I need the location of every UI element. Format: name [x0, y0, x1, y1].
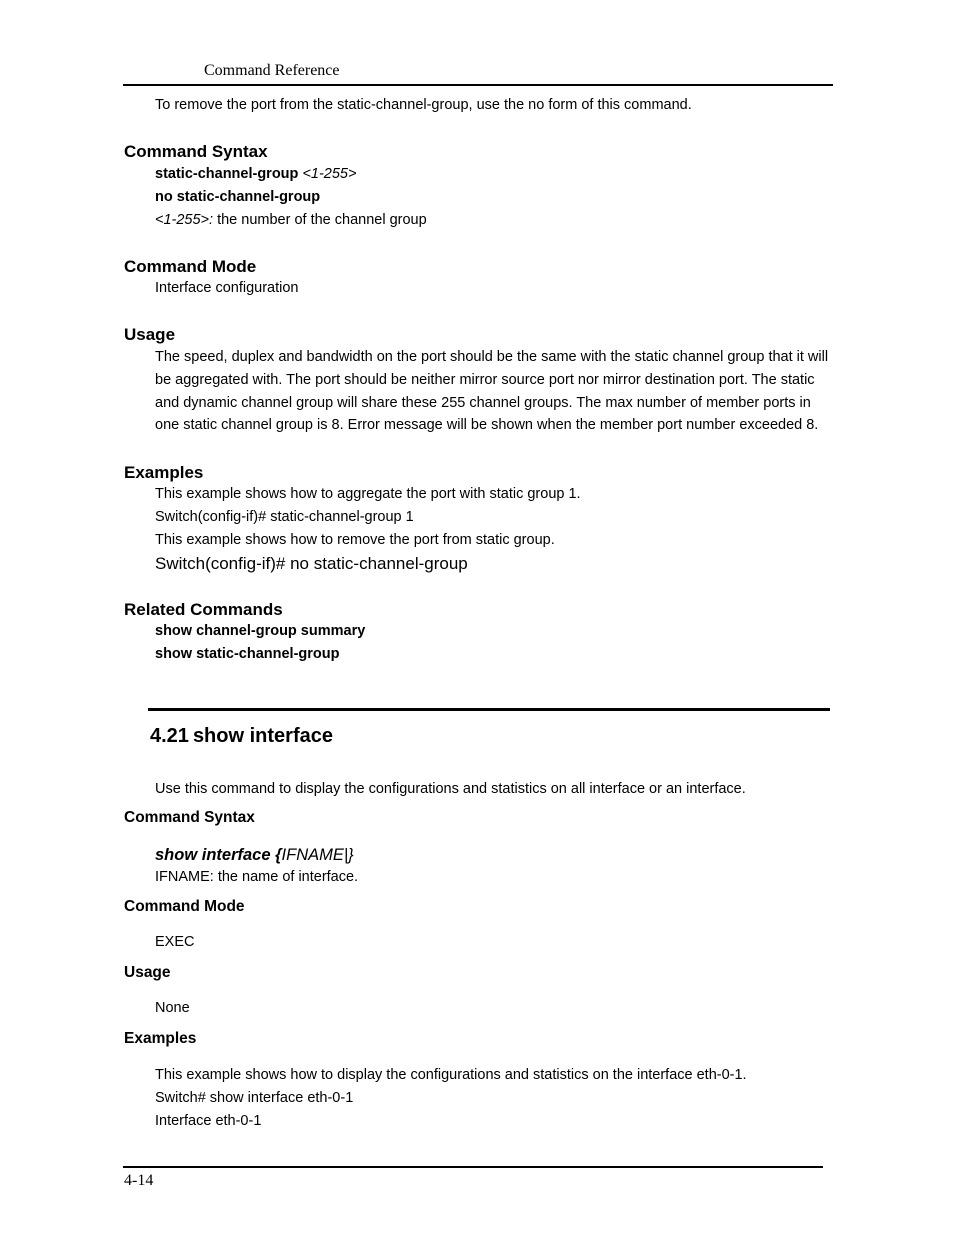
example-line: Switch(config-if)# static-channel-group 1 — [155, 509, 414, 525]
usage-text: None — [155, 1000, 190, 1016]
syntax-line-1 — [155, 166, 356, 182]
running-header: Command Reference — [204, 62, 340, 79]
syntax-argument: IFNAME — [281, 846, 344, 864]
header-rule — [123, 84, 833, 86]
syntax-argument: <1-255> — [302, 166, 357, 182]
example-line: Switch# show interface eth-0-1 — [155, 1090, 354, 1106]
section-heading-usage: Usage — [124, 325, 176, 344]
example-line: This example shows how to display the configurations and statistics on the interface eth-0-1. — [155, 1067, 747, 1083]
section-heading-command-mode: Command Mode — [124, 898, 245, 915]
usage-line: be aggregated with. The port should be neither mirror source port nor mirror destination port. The static — [155, 372, 815, 388]
section-rule — [148, 708, 830, 711]
usage-line: The speed, duplex and bandwidth on the port should be the same with the static channel group that it will — [155, 349, 829, 365]
syntax-param-desc — [155, 212, 427, 228]
syntax-command: static-channel-group — [155, 166, 299, 182]
section-heading-command-mode: Command Mode — [124, 257, 257, 276]
footer-rule — [123, 1166, 823, 1168]
section-heading-examples: Examples — [124, 1030, 197, 1047]
section-heading-command-syntax: Command Syntax — [124, 809, 255, 826]
command-mode-text: EXEC — [155, 934, 195, 950]
section-heading-examples: Examples — [124, 463, 204, 482]
example-line: This example shows how to remove the port from static group. — [155, 532, 555, 548]
section-heading-command-syntax: Command Syntax — [124, 142, 268, 161]
section-number: 4.21 — [150, 725, 189, 747]
section-intro: Use this command to display the configurations and statistics on all interface or an interface. — [155, 781, 746, 797]
syntax-line-2: no static-channel-group — [155, 189, 321, 205]
section-title — [150, 725, 333, 748]
usage-line: one static channel group is 8. Error message will be shown when the member port number exceeded 8. — [155, 417, 819, 433]
intro-text: To remove the port from the static-channel-group, use the no form of this command. — [155, 97, 692, 113]
param-description: the number of the channel group — [213, 212, 427, 228]
example-line: Switch(config-if)# no static-channel-group — [155, 554, 468, 573]
related-command: show static-channel-group — [155, 646, 340, 662]
section-heading-related-commands: Related Commands — [124, 600, 283, 619]
syntax-close: |} — [343, 846, 354, 864]
show-interface-syntax — [155, 846, 354, 865]
syntax-command: show interface { — [155, 846, 282, 864]
example-line: This example shows how to aggregate the port with static group 1. — [155, 486, 581, 502]
example-line: Interface eth-0-1 — [155, 1113, 262, 1129]
page-number: 4-14 — [124, 1172, 154, 1189]
related-command: show channel-group summary — [155, 623, 366, 639]
syntax-param: IFNAME: the name of interface. — [155, 869, 359, 885]
section-heading-usage: Usage — [124, 964, 171, 981]
command-mode-text: Interface configuration — [155, 280, 299, 296]
usage-line: and dynamic channel group will share these 255 channel groups. The max number of member ports in — [155, 395, 811, 411]
param-name: <1-255>: — [155, 212, 214, 228]
section-name: show interface — [192, 725, 333, 747]
